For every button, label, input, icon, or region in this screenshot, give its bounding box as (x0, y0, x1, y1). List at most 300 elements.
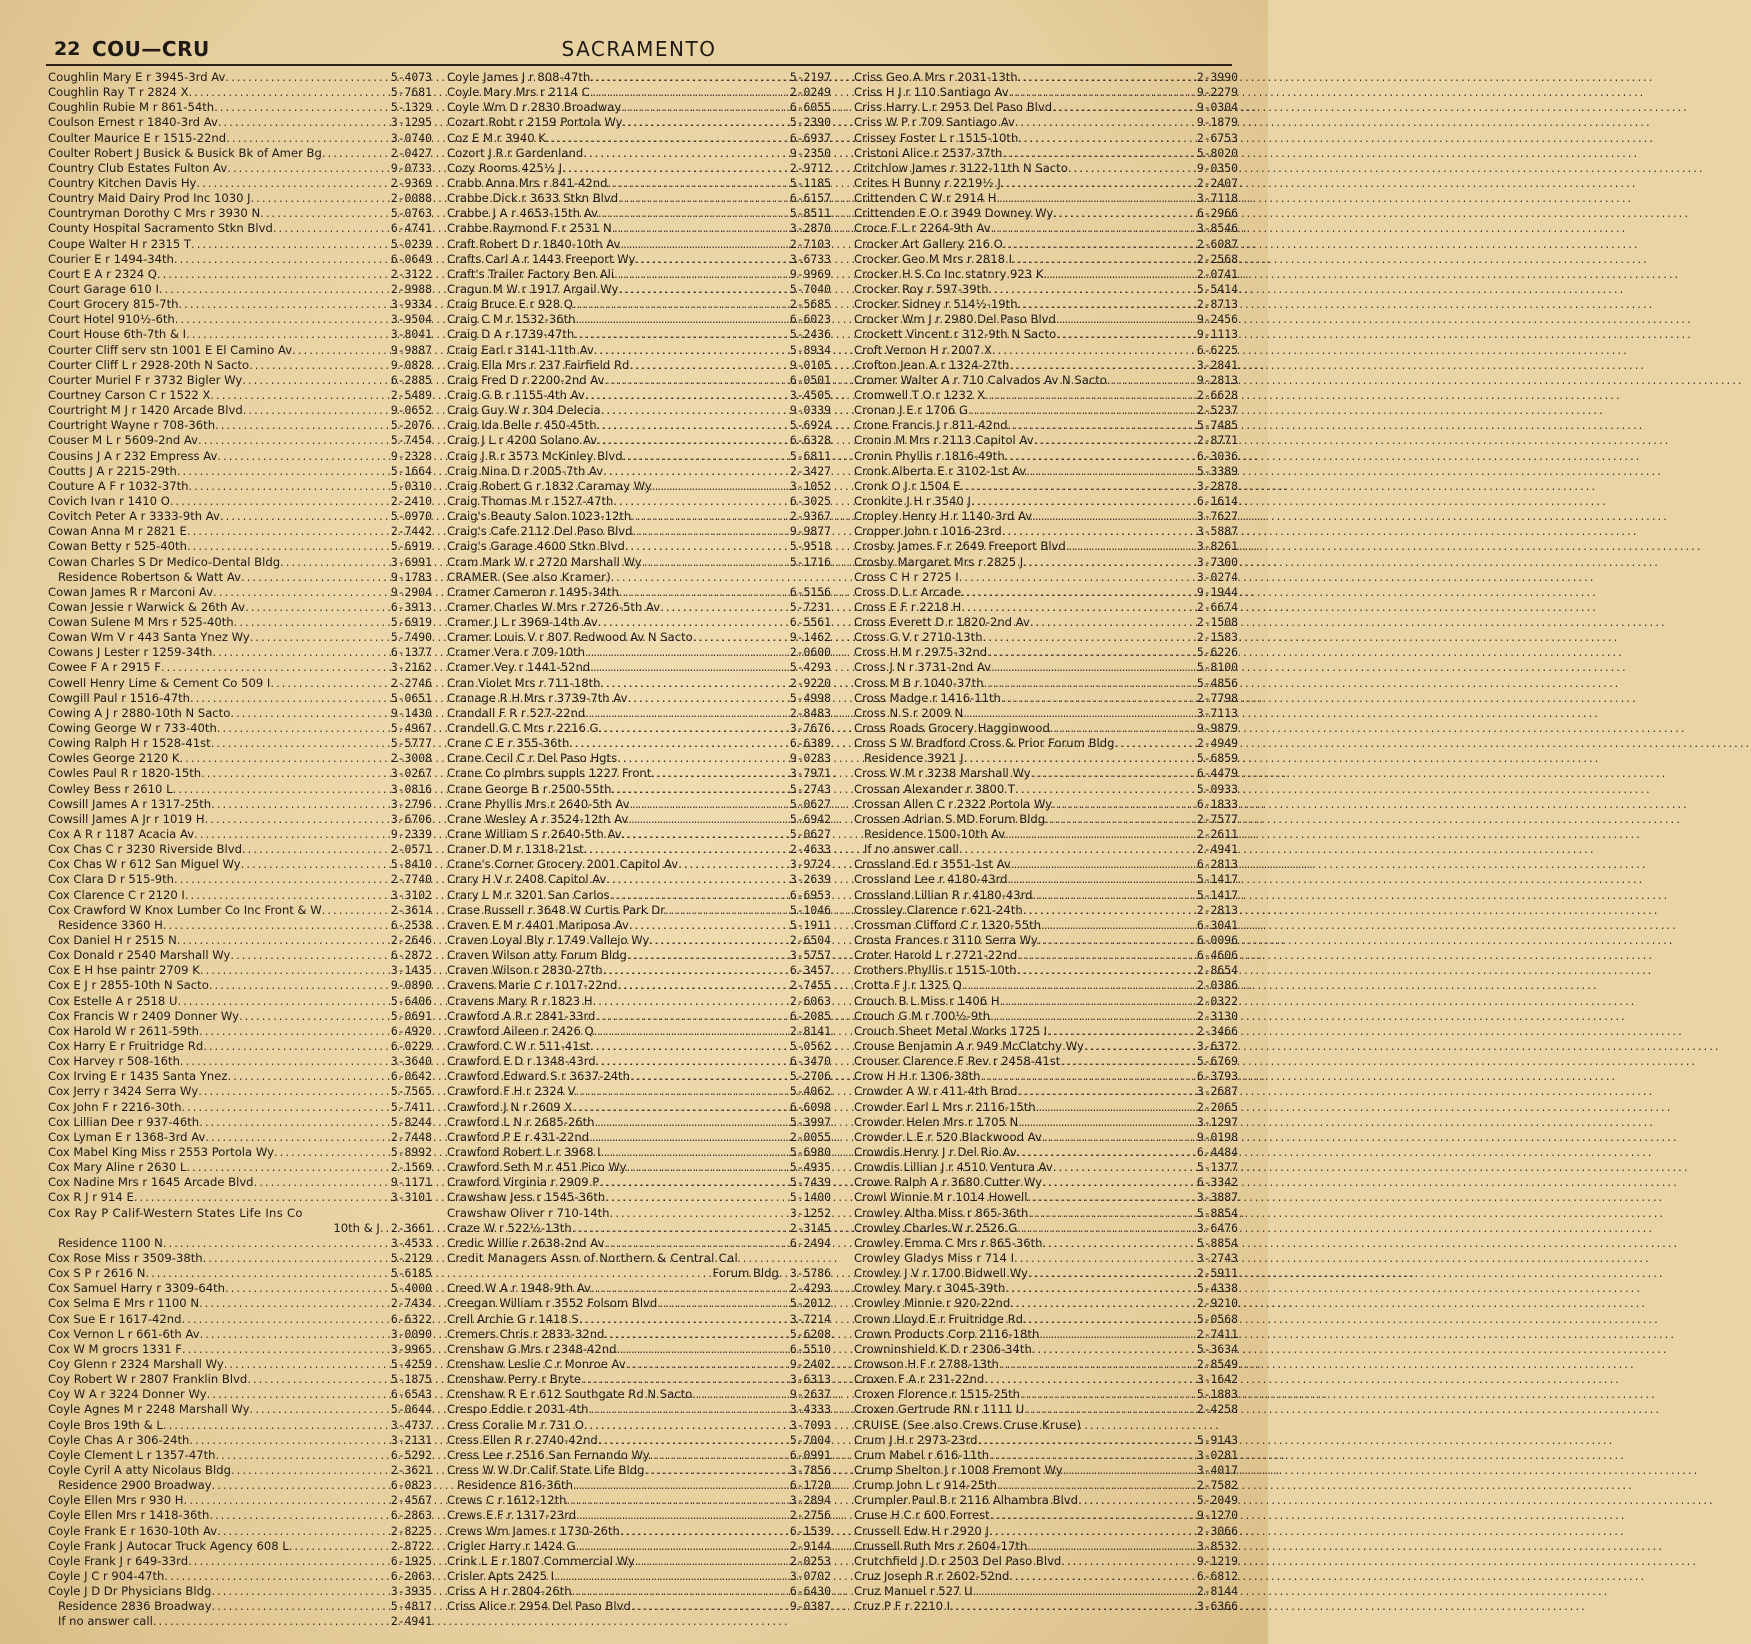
listing-continuation (48, 1221, 432, 1236)
listing-entry (447, 751, 831, 766)
phone-number: 5-3997 (789, 1114, 831, 1129)
leader-dots (1050, 721, 1196, 736)
phone-number: 3-8261 (1196, 539, 1238, 554)
listing-name: Cross Everett D r 1820-2nd Av (854, 615, 1030, 630)
leader-dots (1011, 857, 1196, 872)
phone-number: 2-0088 (390, 191, 432, 206)
leader-dots (1009, 358, 1196, 373)
leader-dots (175, 312, 390, 327)
listing-entry (854, 888, 1238, 903)
leader-dots (606, 872, 788, 887)
listing-name: Crum Mabel r 616-11th (854, 1447, 990, 1462)
leader-dots (576, 1084, 789, 1099)
listing-entry (447, 373, 831, 388)
listing-name: Country Kitchen Davis Hy (48, 175, 197, 190)
leader-dots (1036, 1100, 1196, 1115)
listing-entry (854, 570, 1238, 585)
phone-number: 9-1462 (789, 630, 831, 645)
phone-number: 5-7411 (390, 1099, 432, 1114)
leader-dots (950, 1599, 1196, 1614)
listing-entry (854, 1130, 1238, 1145)
listing-entry (48, 539, 432, 554)
listing-name: Coyle Clement L r 1357-47th (48, 1447, 216, 1462)
leader-dots (242, 842, 390, 857)
leader-dots (273, 221, 390, 236)
listing-name: Crown Lloyd E r Fruitridge Rd (854, 1311, 1024, 1326)
listing-name: Cox S P r 2616 N (48, 1266, 146, 1281)
listing-name: Crandell G C Mrs r 2216 G (447, 721, 599, 736)
leader-dots (692, 1387, 789, 1402)
leader-dots (228, 1069, 390, 1084)
phone-number: 5-5777 (390, 736, 432, 751)
listing-entry (854, 479, 1238, 494)
listing-entry (447, 1160, 831, 1175)
listing-name: Cross C H r 2725 I (854, 569, 959, 584)
listing-entry (447, 903, 831, 918)
listing-name: Cox Estelle A r 2518 U (48, 993, 178, 1008)
phone-number: 2-3661 (390, 1220, 432, 1235)
listing-name: Crossland Lee r 4180-43rd (854, 872, 1008, 887)
listing-entry (447, 358, 831, 373)
listing-name: Cox Vernon L r 661-6th Av (48, 1326, 200, 1341)
leader-dots (1023, 555, 1196, 570)
leader-dots (185, 888, 390, 903)
listing-name: Cox Nadine Mrs r 1645 Arcade Blvd (48, 1175, 254, 1190)
listing-sub-entry (854, 842, 1238, 857)
listing-name: Croxen F A r 231-22nd (854, 1372, 985, 1387)
listing-entry (854, 131, 1238, 146)
leader-dots (180, 1054, 390, 1069)
listing-entry (447, 933, 831, 948)
listing-name: Cross H M r 2975-32nd (854, 645, 988, 660)
leader-dots (225, 70, 389, 85)
leader-dots (585, 388, 789, 403)
leader-dots (322, 903, 390, 918)
listing-entry (447, 1372, 831, 1387)
listing-name: Crawford L N r 2685-26th (447, 1114, 595, 1129)
leader-dots (227, 161, 390, 176)
phone-number: 5-6406 (390, 993, 432, 1008)
phone-number: 2-0055 (789, 1129, 831, 1144)
listing-entry (48, 827, 432, 842)
listing-entry (48, 433, 432, 448)
leader-dots (1053, 206, 1196, 221)
phone-number: 6-4606 (1196, 948, 1238, 963)
listing-name: Cox Clara D r 515-9th (48, 872, 175, 887)
leader-dots (1041, 918, 1196, 933)
phone-number: 2-2746 (390, 675, 432, 690)
listing-name: Crisler Apts 2425 I (447, 1568, 555, 1583)
leader-dots (1008, 872, 1196, 887)
leader-dots (569, 736, 789, 751)
listing-entry (48, 812, 432, 827)
listing-name: Cran Violet Mrs r 711-18th (447, 675, 601, 690)
listing-name: Crowder L E r 520 Blackwood Av (854, 1129, 1042, 1144)
listing-entry (447, 464, 831, 479)
leader-dots (1023, 1312, 1196, 1327)
phone-number: 2-7455 (789, 978, 831, 993)
listing-name: Cox R J r 914 E (48, 1190, 134, 1205)
listing-entry (48, 85, 432, 100)
listing-name: Craig's Garage 4600 Stkn Blvd (447, 539, 625, 554)
listing-entry (48, 146, 432, 161)
listing-name: Cox Sue E r 1617-42nd (48, 1311, 182, 1326)
listing-name: Cox Lillian Dee r 937-46th (48, 1114, 200, 1129)
leader-dots (590, 85, 789, 100)
phone-number: 5-1911 (789, 917, 831, 932)
listing-entry (447, 1009, 831, 1024)
leader-dots (649, 933, 788, 948)
phone-number: 2-7411 (1196, 1326, 1238, 1341)
leader-dots (1042, 1130, 1196, 1145)
phone-number: 9-9887 (390, 342, 432, 357)
leader-dots (225, 1281, 390, 1296)
phone-number: 2-1583 (1196, 630, 1238, 645)
phone-number: 3-8041 (390, 327, 432, 342)
phone-number: 2-9988 (390, 281, 432, 296)
phone-number: 6-2966 (1196, 206, 1238, 221)
listing-entry (447, 1524, 831, 1539)
leader-dots (612, 782, 789, 797)
listing-entry (48, 842, 432, 857)
listing-name: Cozort J R r Gardenland (447, 145, 584, 160)
leader-dots (214, 100, 390, 115)
phone-number: 2-0571 (390, 842, 432, 857)
listing-entry (48, 1130, 432, 1145)
listing-name: Coupe Walter H r 2315 T (48, 236, 192, 251)
listing-entry (48, 1372, 432, 1387)
listing-name: Coutts J A r 2215-29th (48, 463, 177, 478)
leader-dots (620, 1524, 789, 1539)
listing-entry (48, 948, 432, 963)
listing-entry (48, 1554, 432, 1569)
listing-name: Cousins J A r 232 Empress Av (48, 448, 218, 463)
listing-entry (48, 403, 432, 418)
listing-name: Coughlin Ray T r 2824 X (48, 85, 189, 100)
listing-entry (854, 237, 1238, 252)
leader-dots (199, 1115, 390, 1130)
leader-dots (174, 252, 390, 267)
listing-entry (447, 237, 831, 252)
listing-name: Crane C E r 355-36th (447, 736, 570, 751)
leader-dots (231, 1463, 390, 1478)
phone-number: 5-2390 (789, 115, 831, 130)
leader-dots (218, 115, 390, 130)
listing-name: Craig Thomas M r 1527-47th (447, 493, 614, 508)
listing-name: Courier E r 1494-34th (48, 251, 174, 266)
listing-name: Cox Chas W r 612 San Miguel Wy (48, 857, 241, 872)
phone-number: 5-4000 (390, 1281, 432, 1296)
leader-dots (693, 630, 789, 645)
phone-number: 3-4333 (789, 1402, 831, 1417)
listing-entry (48, 1115, 432, 1130)
leader-dots (177, 994, 389, 1009)
leader-dots (205, 1130, 390, 1145)
listing-name: Cowing George W r 733-40th (48, 721, 217, 736)
listing-name: Craig Robert G r 1832 Caramay Wy (447, 478, 652, 493)
listing-entry (854, 1402, 1238, 1417)
listing-entry (48, 660, 432, 675)
listing-name: Cowan Betty r 525-40th (48, 539, 187, 554)
listing-name: Craze W r 522½-13th (447, 1220, 572, 1235)
leader-dots (1032, 509, 1196, 524)
listing-name: Cross W M r 3238 Marshall Wy (854, 766, 1031, 781)
listing-name: Cromer Walter A r 710 Calvados Av N Sacto (854, 372, 1107, 387)
phone-number: 5-2129 (390, 1250, 432, 1265)
listing-name: Cress Lee r 2516 San Fernando Wy (447, 1447, 650, 1462)
listing-entry (48, 358, 432, 373)
listing-entry (447, 252, 831, 267)
listing-sub-entry (48, 1478, 432, 1493)
phone-number: 9-0387 (789, 1599, 831, 1614)
listing-name: Cronan J E r 1706 G (854, 403, 968, 418)
leader-dots (200, 963, 390, 978)
listing-entry (48, 963, 432, 978)
listing-entry (447, 449, 831, 464)
listing-name: Critchlow James r 3122-11th N Sacto (854, 160, 1068, 175)
listing-entry (447, 842, 831, 857)
leader-dots (1027, 1190, 1195, 1205)
leader-dots (159, 282, 390, 297)
listing-name: Croft Vernon H r 2007 X (854, 342, 992, 357)
leader-dots (250, 630, 390, 645)
listing-name: Residence 816-36th (457, 1478, 573, 1493)
listing-name: Crowdis Henry J r Del Rio Av (854, 1144, 1017, 1159)
leader-dots (274, 1145, 390, 1160)
listing-name: Coulson Ernest r 1840-3rd Av (48, 115, 218, 130)
listing-name: Cox Irving E r 1435 Santa Ynez (48, 1069, 228, 1084)
leader-dots (554, 1569, 789, 1584)
phone-number: 2-8144 (1196, 1584, 1238, 1599)
listing-entry (854, 449, 1238, 464)
phone-number: 5-8992 (390, 1144, 432, 1159)
listing-name: Cragun M W r 1917 Argail Wy (447, 281, 619, 296)
phone-number: 5-6185 (390, 1266, 432, 1281)
phone-number: 5-7490 (390, 630, 432, 645)
listing-name: Croxen Gertrude RN r 1111 U (854, 1402, 1025, 1417)
listing-entry (854, 948, 1238, 963)
listing-entry (854, 100, 1238, 115)
phone-number: 5-8511 (789, 206, 831, 221)
listing-entry (854, 1069, 1238, 1084)
leader-dots (574, 327, 789, 342)
listing-name: Residence Robertson & Watt Av (58, 569, 242, 584)
leader-dots (380, 1221, 390, 1236)
phone-number: 3-0816 (390, 781, 432, 796)
listing-entry (447, 1069, 831, 1084)
leader-dots (984, 676, 1196, 691)
phone-number: 6-2063 (390, 1568, 432, 1583)
phone-number: 9-9969 (789, 266, 831, 281)
listing-entry (854, 1493, 1238, 1508)
leader-dots (585, 706, 789, 721)
listing-entry (447, 888, 831, 903)
leader-dots (210, 388, 389, 403)
listing-name: Crawford Seth M r 451 Pico Wy (447, 1160, 627, 1175)
listing-entry (854, 721, 1238, 736)
listing-entry (48, 312, 432, 327)
listing-entry (447, 1508, 831, 1523)
listing-name: Crissey Foster L r 1515-10th (854, 130, 1019, 145)
phone-number: 2-9367 (789, 509, 831, 524)
phone-number: 2-2065 (1196, 1099, 1238, 1114)
listing-name: Craig Nina D r 2005-7th Av (447, 463, 604, 478)
listing-entry (854, 70, 1238, 85)
leader-dots (617, 1342, 789, 1357)
phone-number: 2-7798 (1196, 690, 1238, 705)
listing-entry (854, 524, 1238, 539)
listing-entry (48, 1524, 432, 1539)
phone-number: 5-4935 (789, 1160, 831, 1175)
listing-name: Coulter Maurice E r 1515-22nd (48, 130, 227, 145)
leader-dots (177, 464, 390, 479)
leader-dots (198, 433, 390, 448)
phone-number: 9-0105 (789, 357, 831, 372)
phone-number: 3-2639 (789, 872, 831, 887)
phone-number: 2-8483 (789, 705, 831, 720)
listing-name: Cross D L r Arcade (854, 584, 962, 599)
leader-dots (614, 267, 789, 282)
phone-number: 6-1833 (1196, 796, 1238, 811)
listing-entry (854, 1160, 1238, 1175)
listing-entry (447, 1418, 831, 1433)
leader-dots (1018, 131, 1196, 146)
listing-name: Country Maid Dairy Prod Inc 1030 J (48, 191, 251, 206)
leader-dots (1008, 418, 1196, 433)
listing-name: Cowsill James A r 1317-25th (48, 796, 212, 811)
listing-name: Cox E J r 2855-10th N Sacto (48, 978, 209, 993)
phone-number: 2-7582 (1196, 1478, 1238, 1493)
listing-entry (447, 585, 831, 600)
phone-number: 5-4998 (789, 690, 831, 705)
phone-number: 6-2085 (789, 1008, 831, 1023)
phone-number: 3-0740 (390, 130, 432, 145)
phone-number: 9-1944 (1196, 584, 1238, 599)
leader-dots (1060, 1054, 1196, 1069)
leader-dots (644, 1463, 788, 1478)
listing-entry (447, 600, 831, 615)
phone-number: 3-5887 (1196, 524, 1238, 539)
listing-name: Cowan Jessie r Warwick & 26th Av (48, 599, 246, 614)
listing-entry (48, 1039, 432, 1054)
listing-entry (447, 85, 831, 100)
leader-dots (157, 267, 390, 282)
listing-entry (48, 585, 432, 600)
listing-name: Crane Wesley A r 3524-12th Av (447, 811, 629, 826)
phone-number: 5-7231 (789, 599, 831, 614)
listing-entry (447, 555, 831, 570)
listing-entry (854, 797, 1238, 812)
phone-number: 6-5156 (789, 584, 831, 599)
phone-number: 2-0322 (1196, 993, 1238, 1008)
leader-dots (198, 1084, 390, 1099)
listing-name: Cruz P F r 2210 I (854, 1599, 951, 1614)
leader-dots (622, 827, 789, 842)
listing-entry (48, 1508, 432, 1523)
phone-number: 5-4062 (789, 1084, 831, 1099)
phone-number: 3-1435 (390, 963, 432, 978)
listing-name: Crowdis Lillian J r 4510 Ventura Av (854, 1160, 1053, 1175)
leader-dots (590, 660, 789, 675)
phone-number: 5-1417 (1196, 872, 1238, 887)
leader-dots (596, 1054, 789, 1069)
leader-dots (585, 645, 789, 660)
listing-name: Countryman Dorothy C Mrs r 3930 N (48, 206, 261, 221)
phone-number: 6-3470 (789, 1054, 831, 1069)
listing-name: Cox A R r 1187 Acacia Av (48, 827, 195, 842)
leader-dots (145, 1266, 389, 1281)
phone-number: 9-2328 (390, 448, 432, 463)
leader-dots (134, 1190, 390, 1205)
phone-number: 5-7439 (789, 1175, 831, 1190)
leader-dots (631, 509, 789, 524)
listing-name: Couser M L r 5609-2nd Av (48, 433, 199, 448)
leader-dots (963, 706, 1196, 721)
leader-dots (612, 221, 789, 236)
leader-dots (243, 403, 390, 418)
leader-dots (1020, 1387, 1196, 1402)
leader-dots (562, 161, 789, 176)
listing-name: Crary L M r 3201 San Carlos (447, 887, 610, 902)
listing-name: Coulter Robert J Busick & Busick Bk of Amer Bg (48, 145, 322, 160)
listing-entry (854, 1206, 1238, 1221)
listing-entry (48, 191, 432, 206)
phone-number: 2-5911 (1196, 1266, 1238, 1281)
listing-entry (48, 1342, 432, 1357)
leader-dots (289, 1539, 390, 1554)
phone-number: 5-0933 (1196, 781, 1238, 796)
listing-name: Craven Wilson atty Forum Bldg (447, 948, 627, 963)
phone-number: 5-3389 (1196, 463, 1238, 478)
phone-number: 6-6389 (789, 736, 831, 751)
leader-dots (601, 1145, 789, 1160)
listing-name: Crawshaw Oliver r 710-14th (447, 1205, 610, 1220)
listing-entry (447, 206, 831, 221)
listing-entry (48, 1084, 432, 1099)
listing-name: Crell Archie G r 1418 S (447, 1311, 579, 1326)
phone-number: 2-8771 (1196, 433, 1238, 448)
phone-number: 3-4017 (1196, 1462, 1238, 1477)
phone-number: 6-0501 (789, 372, 831, 387)
listing-name: Craig J R r 3573 McKinley Blvd (447, 448, 623, 463)
listing-entry (48, 645, 432, 660)
phone-number: 2-6087 (1196, 236, 1238, 251)
phone-number: 5-1377 (1196, 1160, 1238, 1175)
listing-entry (48, 706, 432, 721)
listing-name: Cozart Robt r 2159 Portola Wy (447, 115, 623, 130)
listing-name: Coy W A r 3224 Donner Wy (48, 1387, 207, 1402)
phone-number: 2-6628 (1196, 387, 1238, 402)
phone-number: 2-1569 (390, 1160, 432, 1175)
listing-name: Crawshaw Jess r 1545-36th (447, 1190, 606, 1205)
listing-name: Court Hotel 910½-6th (48, 312, 175, 327)
phone-number: 2-7434 (390, 1296, 432, 1311)
listing-name: Crumpler Paul B r 2116 Alhambra Blvd (854, 1493, 1078, 1508)
leader-dots (1028, 1266, 1196, 1281)
listing-entry (854, 1054, 1238, 1069)
listing-name: Coyle James J r 808-47th (447, 70, 591, 84)
leader-dots (292, 343, 390, 358)
listing-entry (48, 1069, 432, 1084)
phone-number: 5-0568 (1196, 1311, 1238, 1326)
phone-number: 9-0890 (390, 978, 432, 993)
listing-sub-entry (48, 570, 432, 585)
listing-name: If no answer call (58, 1614, 153, 1629)
leader-dots (153, 1614, 390, 1629)
listing-entry (447, 433, 831, 448)
phone-number: 5-8854 (1196, 1205, 1238, 1220)
listing-name: Crocker Wm J r 2980 Del Paso Blvd (854, 312, 1056, 327)
